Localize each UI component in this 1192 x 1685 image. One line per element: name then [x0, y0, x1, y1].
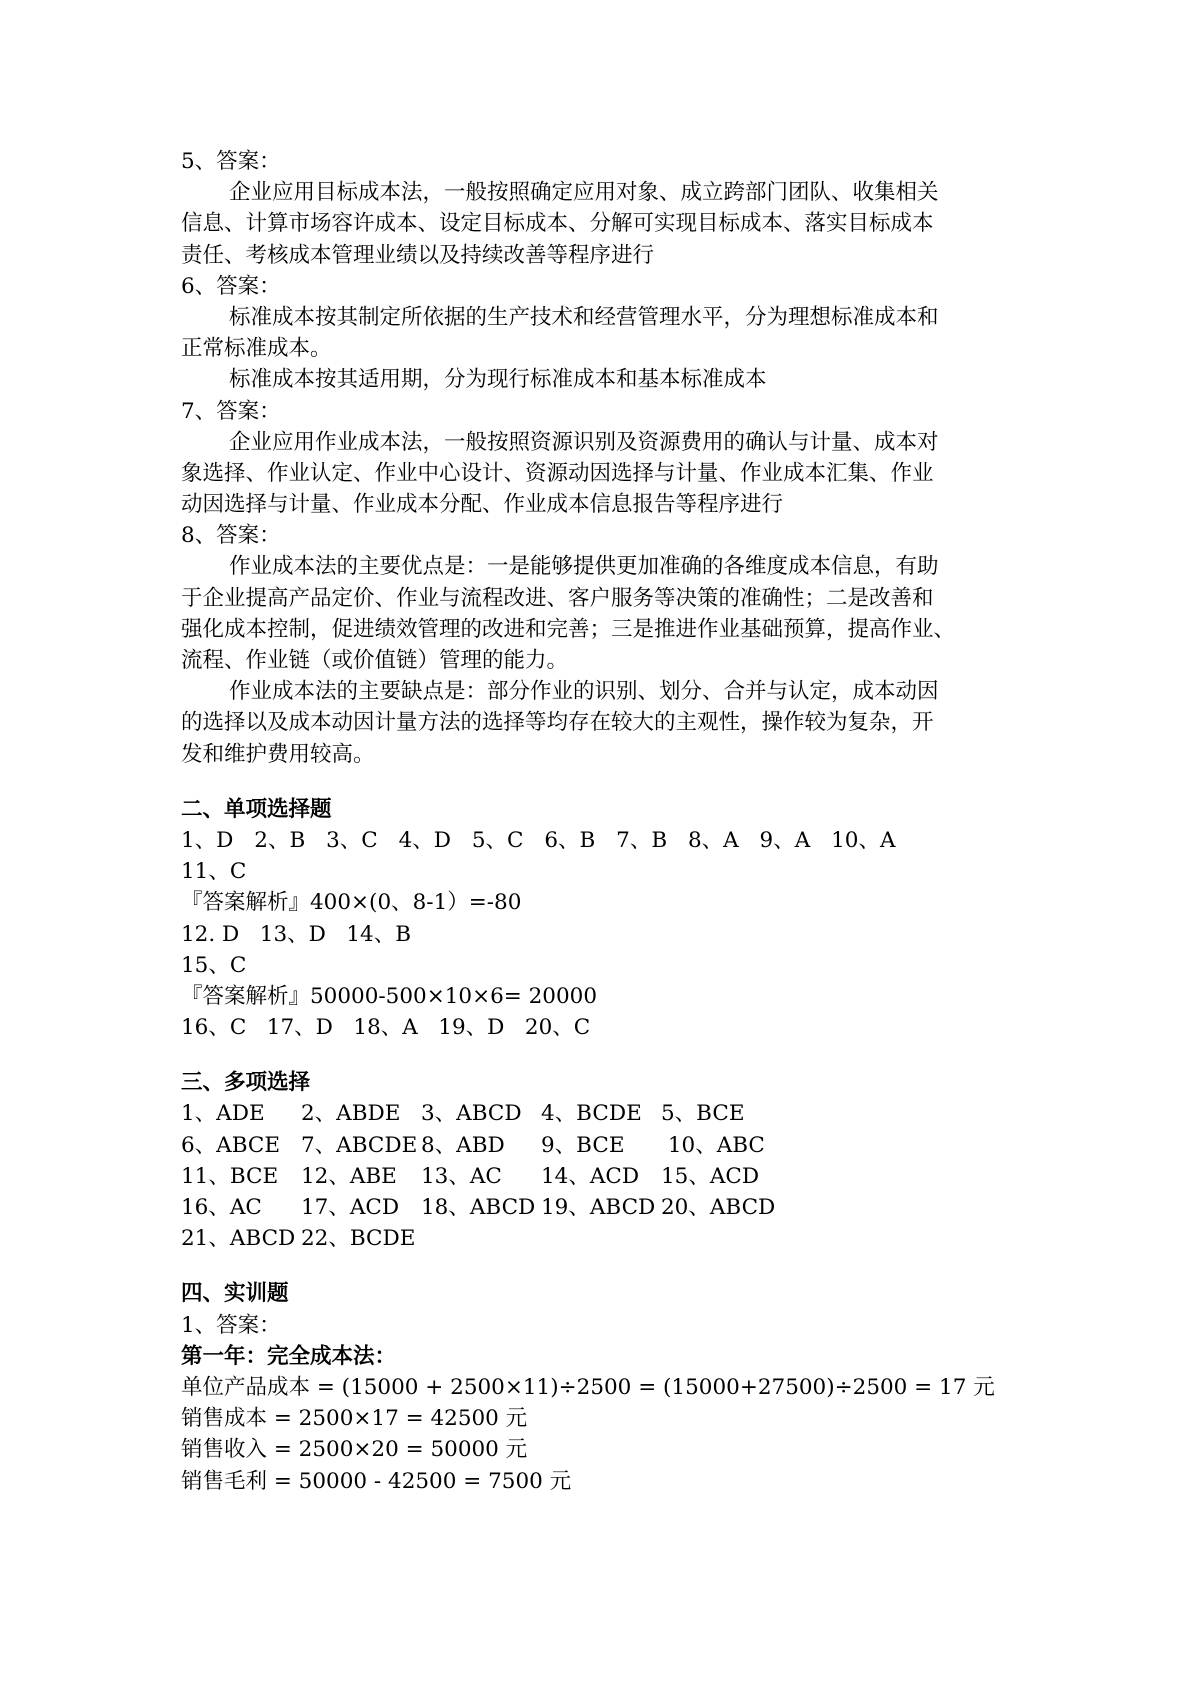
section-title: 四、实训题: [181, 1281, 289, 1307]
answer-analysis: 『答案解析』50000-500×10×6= 20000: [181, 983, 598, 1009]
paragraph-line: 发和维护费用较高。: [181, 741, 375, 767]
section-gap: [181, 1254, 1021, 1278]
paragraph-line: 标准成本按其制定所依据的生产技术和经营管理水平，分为理想标准成本和: [229, 304, 939, 330]
answer-item: 21、ABCD: [181, 1226, 296, 1252]
answer-item: 13、AC: [421, 1163, 502, 1189]
page-content: [181, 146, 1021, 1497]
answer-item: 3、ABCD: [421, 1101, 522, 1127]
paragraph-line: 信息、计算市场容许成本、设定目标成本、分解可实现目标成本、落实目标成本: [181, 211, 934, 237]
answer-item: 2、ABDE: [301, 1101, 401, 1127]
answer-item: 6、B: [544, 827, 596, 853]
answer-item: 10、A: [831, 827, 896, 853]
answer-row: [181, 1192, 1021, 1223]
section-gap: [181, 1043, 1021, 1067]
answer-row: [181, 1161, 1021, 1192]
answer-line: 15、C: [181, 952, 247, 978]
answer-item: 16、AC: [181, 1195, 262, 1220]
answer-heading: 7、答案：: [181, 398, 281, 424]
answer-item: 7、B: [616, 827, 668, 853]
paragraph-line: 的选择以及成本动因计量方法的选择等均存在较大的主观性，操作较为复杂，开: [181, 710, 934, 736]
answer-item: 4、D: [398, 827, 451, 853]
section-title: 三、多项选择: [181, 1070, 311, 1096]
answer-line: 11、C: [181, 859, 247, 885]
answer-item: 18、ABCD: [421, 1195, 536, 1220]
answer-item: 14、ACD: [541, 1163, 640, 1189]
answer-5: [181, 146, 1021, 271]
answer-item: 9、BCE: [541, 1132, 625, 1158]
section-single-choice: [181, 794, 1021, 1044]
answer-heading: 1、答案：: [181, 1312, 281, 1338]
calc-line: 销售成本 = 2500×17 = 42500 元: [181, 1406, 528, 1432]
answer-item: 8、A: [687, 827, 739, 853]
paragraph-line: 强化成本控制，促进绩效管理的改进和完善；三是推进作业基础预算，提高作业、: [181, 616, 956, 642]
answer-item: 10、ABC: [661, 1132, 765, 1158]
calc-line: 单位产品成本 = (15000 + 2500×11)÷2500 = (15000+27500)÷2500 = 17 元: [181, 1374, 995, 1400]
answer-item: 19、ABCD: [541, 1195, 656, 1220]
answer-item: 5、C: [471, 827, 524, 853]
answer-item: 17、ACD: [301, 1195, 400, 1220]
answer-item: 1、ADE: [181, 1101, 265, 1127]
paragraph-line: 流程、作业链（或价值链）管理的能力。: [181, 648, 569, 673]
answer-item: 3、C: [326, 827, 378, 853]
paragraph-line: 企业应用目标成本法，一般按照确定应用对象、成立跨部门团队、收集相关: [229, 180, 939, 206]
answer-item: 7、ABCDE: [301, 1132, 418, 1158]
answer-item: 22、BCDE: [301, 1226, 416, 1252]
answer-7: [181, 396, 1021, 521]
section-practical: [181, 1278, 1021, 1496]
paragraph-line: 作业成本法的主要优点是：一是能够提供更加准确的各维度成本信息，有助: [229, 554, 939, 580]
answer-item: 11、BCE: [181, 1163, 279, 1189]
answer-line: 12. D 13、D 14、B: [181, 921, 412, 947]
answer-8: [181, 520, 1021, 770]
section-gap: [181, 770, 1021, 794]
answer-analysis: 『答案解析』400×(0、8-1）=-80: [181, 890, 522, 916]
answer-item: 12、ABE: [301, 1163, 397, 1189]
answer-item: 4、BCDE: [541, 1101, 642, 1127]
section-title: 二、单项选择题: [181, 796, 332, 822]
paragraph-line: 象选择、作业认定、作业中心设计、资源动因选择与计量、作业成本汇集、作业: [181, 460, 934, 486]
answer-heading: 6、答案：: [181, 273, 281, 299]
answer-item: 20、ABCD: [661, 1195, 776, 1220]
paragraph-line: 责任、考核成本管理业绩以及持续改善等程序进行: [181, 242, 655, 268]
answer-row: [181, 1223, 1021, 1254]
section-multiple-choice: [181, 1067, 1021, 1254]
answer-item: 15、ACD: [661, 1163, 760, 1189]
answer-6: [181, 271, 1021, 396]
answer-heading: 5、答案：: [181, 149, 281, 174]
paragraph-line: 企业应用作业成本法，一般按照资源识别及资源费用的确认与计量、成本对: [229, 429, 939, 455]
paragraph-line: 作业成本法的主要缺点是：部分作业的识别、划分、合并与认定，成本动因: [229, 679, 939, 705]
subheading: 第一年：完全成本法：: [181, 1343, 397, 1369]
answer-row: [181, 1098, 1021, 1129]
answer-item: 6、ABCE: [181, 1132, 281, 1158]
answer-item: 8、ABD: [421, 1132, 505, 1158]
paragraph-line: 正常标准成本。: [181, 336, 332, 362]
paragraph-line: 标准成本按其适用期，分为现行标准成本和基本标准成本: [229, 367, 767, 393]
answer-item: 2、B: [254, 827, 306, 853]
answer-item: 1、D: [181, 827, 234, 853]
paragraph-line: 动因选择与计量、作业成本分配、作业成本信息报告等程序进行: [181, 492, 784, 518]
answer-heading: 8、答案：: [181, 523, 281, 549]
answer-item: 9、A: [759, 827, 811, 853]
answer-line: 16、C 17、D 18、A 19、D 20、C: [181, 1015, 591, 1041]
answer-row: [181, 1130, 1021, 1161]
paragraph-line: 于企业提高产品定价、作业与流程改进、客户服务等决策的准确性；二是改善和: [181, 585, 934, 611]
calc-line: 销售收入 = 2500×20 = 50000 元: [181, 1437, 528, 1463]
calc-line: 销售毛利 = 50000 - 42500 = 7500 元: [181, 1468, 572, 1494]
answer-item: 5、BCE: [661, 1101, 745, 1127]
answer-row: [181, 825, 1021, 856]
